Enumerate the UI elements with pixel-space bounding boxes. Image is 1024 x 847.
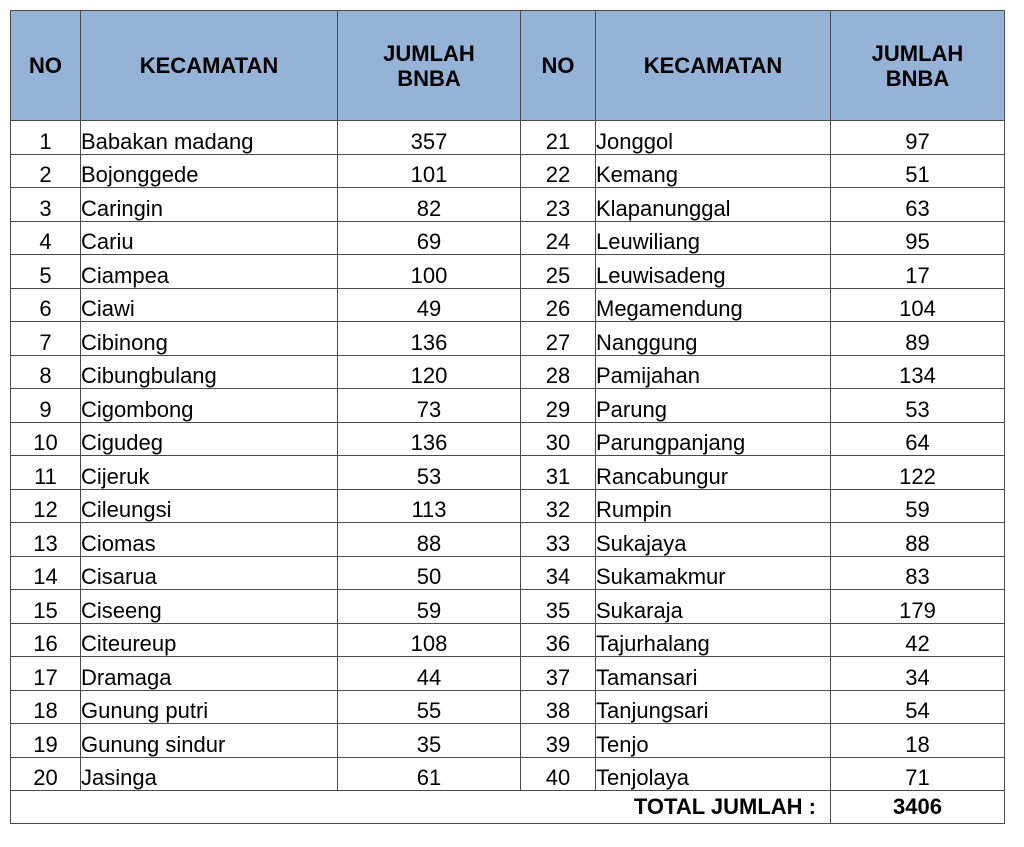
jumlah-cell: 50 bbox=[338, 556, 521, 590]
no-cell: 21 bbox=[521, 121, 596, 155]
table-row bbox=[11, 154, 1005, 188]
no-cell: 16 bbox=[11, 623, 81, 657]
kecamatan-cell: Parungpanjang bbox=[596, 422, 831, 456]
jumlah-cell: 59 bbox=[338, 590, 521, 624]
table-row bbox=[11, 288, 1005, 322]
jumlah-cell: 82 bbox=[338, 188, 521, 222]
table-row bbox=[11, 456, 1005, 490]
no-cell: 11 bbox=[11, 456, 81, 490]
kecamatan-cell: Cariu bbox=[81, 221, 338, 255]
no-cell: 15 bbox=[11, 590, 81, 624]
kecamatan-cell: Cigudeg bbox=[81, 422, 338, 456]
jumlah-cell: 69 bbox=[338, 221, 521, 255]
kecamatan-cell: Kemang bbox=[596, 154, 831, 188]
no-cell: 14 bbox=[11, 556, 81, 590]
kecamatan-cell: Klapanunggal bbox=[596, 188, 831, 222]
jumlah-cell: 134 bbox=[831, 355, 1005, 389]
jumlah-cell: 136 bbox=[338, 322, 521, 356]
no-cell: 10 bbox=[11, 422, 81, 456]
no-cell: 8 bbox=[11, 355, 81, 389]
header-jumlah-line1: JUMLAH bbox=[383, 40, 475, 66]
kecamatan-cell: Megamendung bbox=[596, 288, 831, 322]
jumlah-cell: 122 bbox=[831, 456, 1005, 490]
jumlah-cell: 113 bbox=[338, 489, 521, 523]
jumlah-cell: 101 bbox=[338, 154, 521, 188]
kecamatan-cell: Gunung sindur bbox=[81, 724, 338, 758]
no-cell: 2 bbox=[11, 154, 81, 188]
no-cell: 12 bbox=[11, 489, 81, 523]
header-kecamatan-left: KECAMATAN bbox=[81, 11, 338, 121]
table-row bbox=[11, 623, 1005, 657]
kecamatan-cell: Leuwisadeng bbox=[596, 255, 831, 289]
kecamatan-cell: Jonggol bbox=[596, 121, 831, 155]
kecamatan-cell: Leuwiliang bbox=[596, 221, 831, 255]
jumlah-cell: 120 bbox=[338, 355, 521, 389]
table-row bbox=[11, 121, 1005, 155]
table-row bbox=[11, 523, 1005, 557]
kecamatan-cell: Cigombong bbox=[81, 389, 338, 423]
jumlah-cell: 97 bbox=[831, 121, 1005, 155]
kecamatan-cell: Citeureup bbox=[81, 623, 338, 657]
no-cell: 1 bbox=[11, 121, 81, 155]
kecamatan-cell: Nanggung bbox=[596, 322, 831, 356]
table-row bbox=[11, 657, 1005, 691]
jumlah-cell: 34 bbox=[831, 657, 1005, 691]
table-row bbox=[11, 255, 1005, 289]
no-cell: 26 bbox=[521, 288, 596, 322]
no-cell: 25 bbox=[521, 255, 596, 289]
no-cell: 9 bbox=[11, 389, 81, 423]
kecamatan-cell: Sukaraja bbox=[596, 590, 831, 624]
table-row bbox=[11, 221, 1005, 255]
kecamatan-cell: Cisarua bbox=[81, 556, 338, 590]
kecamatan-cell: Rancabungur bbox=[596, 456, 831, 490]
jumlah-cell: 18 bbox=[831, 724, 1005, 758]
no-cell: 38 bbox=[521, 690, 596, 724]
jumlah-cell: 89 bbox=[831, 322, 1005, 356]
table-row bbox=[11, 422, 1005, 456]
jumlah-cell: 35 bbox=[338, 724, 521, 758]
no-cell: 28 bbox=[521, 355, 596, 389]
kecamatan-cell: Cibinong bbox=[81, 322, 338, 356]
kecamatan-cell: Jasinga bbox=[81, 757, 338, 791]
kecamatan-cell: Tajurhalang bbox=[596, 623, 831, 657]
jumlah-cell: 61 bbox=[338, 757, 521, 791]
no-cell: 34 bbox=[521, 556, 596, 590]
jumlah-cell: 55 bbox=[338, 690, 521, 724]
jumlah-cell: 179 bbox=[831, 590, 1005, 624]
table-row bbox=[11, 188, 1005, 222]
no-cell: 6 bbox=[11, 288, 81, 322]
jumlah-cell: 88 bbox=[338, 523, 521, 557]
table-row bbox=[11, 724, 1005, 758]
no-cell: 32 bbox=[521, 489, 596, 523]
table-row bbox=[11, 355, 1005, 389]
no-cell: 37 bbox=[521, 657, 596, 691]
no-cell: 24 bbox=[521, 221, 596, 255]
no-cell: 39 bbox=[521, 724, 596, 758]
kecamatan-cell: Ciawi bbox=[81, 288, 338, 322]
jumlah-cell: 63 bbox=[831, 188, 1005, 222]
no-cell: 27 bbox=[521, 322, 596, 356]
no-cell: 18 bbox=[11, 690, 81, 724]
jumlah-cell: 95 bbox=[831, 221, 1005, 255]
kecamatan-cell: Ciseeng bbox=[81, 590, 338, 624]
kecamatan-cell: Tenjo bbox=[596, 724, 831, 758]
header-kecamatan-right: KECAMATAN bbox=[596, 11, 831, 121]
no-cell: 17 bbox=[11, 657, 81, 691]
table-body bbox=[11, 121, 1005, 791]
table-row bbox=[11, 690, 1005, 724]
no-cell: 4 bbox=[11, 221, 81, 255]
header-no-right: NO bbox=[521, 11, 596, 121]
table-row bbox=[11, 322, 1005, 356]
kecamatan-cell: Babakan madang bbox=[81, 121, 338, 155]
kecamatan-cell: Parung bbox=[596, 389, 831, 423]
kecamatan-cell: Ciomas bbox=[81, 523, 338, 557]
table-row bbox=[11, 757, 1005, 791]
no-cell: 35 bbox=[521, 590, 596, 624]
jumlah-cell: 17 bbox=[831, 255, 1005, 289]
no-cell: 30 bbox=[521, 422, 596, 456]
kecamatan-cell: Tamansari bbox=[596, 657, 831, 691]
kecamatan-cell: Sukamakmur bbox=[596, 556, 831, 590]
kecamatan-cell: Tanjungsari bbox=[596, 690, 831, 724]
jumlah-cell: 73 bbox=[338, 389, 521, 423]
kecamatan-cell: Tenjolaya bbox=[596, 757, 831, 791]
jumlah-cell: 104 bbox=[831, 288, 1005, 322]
kecamatan-cell: Cibungbulang bbox=[81, 355, 338, 389]
total-label: TOTAL JUMLAH : bbox=[11, 791, 831, 824]
jumlah-cell: 44 bbox=[338, 657, 521, 691]
kecamatan-cell: Caringin bbox=[81, 188, 338, 222]
jumlah-cell: 83 bbox=[831, 556, 1005, 590]
header-no-left: NO bbox=[11, 11, 81, 121]
table-row bbox=[11, 489, 1005, 523]
jumlah-cell: 42 bbox=[831, 623, 1005, 657]
jumlah-cell: 53 bbox=[338, 456, 521, 490]
jumlah-cell: 357 bbox=[338, 121, 521, 155]
kecamatan-cell: Ciampea bbox=[81, 255, 338, 289]
header-jumlah-line2: BNBA bbox=[397, 65, 461, 91]
header-jumlah-right bbox=[831, 11, 1005, 121]
jumlah-cell: 100 bbox=[338, 255, 521, 289]
table-row bbox=[11, 590, 1005, 624]
no-cell: 31 bbox=[521, 456, 596, 490]
no-cell: 19 bbox=[11, 724, 81, 758]
no-cell: 13 bbox=[11, 523, 81, 557]
jumlah-cell: 49 bbox=[338, 288, 521, 322]
no-cell: 22 bbox=[521, 154, 596, 188]
jumlah-cell: 64 bbox=[831, 422, 1005, 456]
no-cell: 20 bbox=[11, 757, 81, 791]
header-row bbox=[11, 11, 1005, 121]
kecamatan-cell: Bojonggede bbox=[81, 154, 338, 188]
kecamatan-cell: Pamijahan bbox=[596, 355, 831, 389]
total-value: 3406 bbox=[831, 791, 1005, 824]
jumlah-cell: 59 bbox=[831, 489, 1005, 523]
no-cell: 29 bbox=[521, 389, 596, 423]
kecamatan-cell: Rumpin bbox=[596, 489, 831, 523]
total-row bbox=[11, 791, 1005, 824]
jumlah-cell: 108 bbox=[338, 623, 521, 657]
table-row bbox=[11, 389, 1005, 423]
jumlah-cell: 53 bbox=[831, 389, 1005, 423]
no-cell: 5 bbox=[11, 255, 81, 289]
header-jumlah-line2: BNBA bbox=[885, 65, 950, 91]
header-jumlah-line1: JUMLAH bbox=[871, 40, 964, 66]
kecamatan-cell: Dramaga bbox=[81, 657, 338, 691]
no-cell: 40 bbox=[521, 757, 596, 791]
jumlah-cell: 136 bbox=[338, 422, 521, 456]
kecamatan-cell: Cijeruk bbox=[81, 456, 338, 490]
table-header bbox=[11, 11, 1005, 121]
kecamatan-cell: Cileungsi bbox=[81, 489, 338, 523]
no-cell: 7 bbox=[11, 322, 81, 356]
table-footer bbox=[11, 791, 1005, 824]
header-jumlah-left bbox=[338, 11, 521, 121]
jumlah-cell: 88 bbox=[831, 523, 1005, 557]
jumlah-cell: 71 bbox=[831, 757, 1005, 791]
bnba-table bbox=[10, 10, 1005, 824]
no-cell: 36 bbox=[521, 623, 596, 657]
jumlah-cell: 54 bbox=[831, 690, 1005, 724]
jumlah-cell: 51 bbox=[831, 154, 1005, 188]
table-row bbox=[11, 556, 1005, 590]
kecamatan-cell: Gunung putri bbox=[81, 690, 338, 724]
no-cell: 33 bbox=[521, 523, 596, 557]
no-cell: 3 bbox=[11, 188, 81, 222]
kecamatan-cell: Sukajaya bbox=[596, 523, 831, 557]
no-cell: 23 bbox=[521, 188, 596, 222]
